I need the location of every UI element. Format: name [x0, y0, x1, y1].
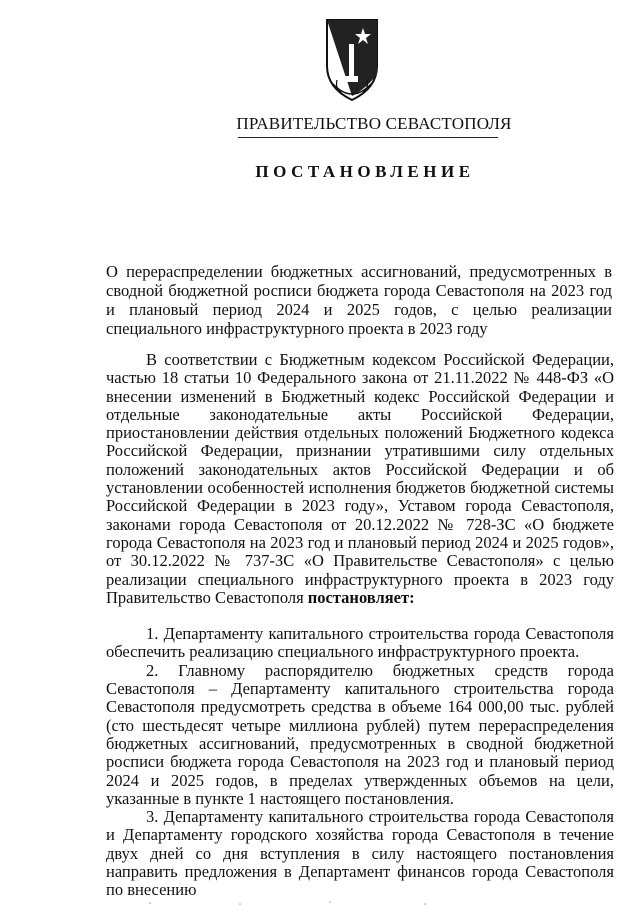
title-underline	[238, 137, 498, 138]
item-3: 3. Департаменту капитального строительства города Севастополя и Департаменту городского хозяйства города Севастополя в течение двух дней со дня вступления в силу настоящего постановления направить предложения в Департамент финансов города Севастополя по внесению	[106, 807, 614, 900]
item-2: 2. Главному распорядителю бюджетных средств города Севастополя – Департаменту капитального строительства города Севастополя предусмотреть средства в объеме 164 000,00 тыс. рублей (сто шестьдесят четыре миллиона рублей) путем перераспределения бюджетных ассигнований, предусмотренных в сводной бюджетной росписи бюджета города Севастополя на 2023 год и плановый период 2024 и 2025 годов, в пределах утвержденных объемов на цели, указанные в пункте 1 настоящего постановления.	[106, 660, 614, 808]
document-type-heading: ПОСТАНОВЛЕНИЕ	[255, 162, 475, 181]
scan-noise-marks	[120, 898, 520, 908]
government-name: ПРАВИТЕЛЬСТВО СЕВАСТОПОЛЯ	[236, 114, 512, 133]
item-1: 1. Департаменту капитального строительства города Севастополя обеспечить реализацию специального инфраструктурного проекта.	[106, 624, 614, 662]
preamble-text: В соответствии с Бюджетным кодексом Российской Федерации, частью 18 статьи 10 Федерального закона от 21.11.2022 № 448-ФЗ «О внесении изменений в Бюджетный кодекс Российской Федерации и отдельные законодательные акты Российской Федерации, приостановлении действия отдельных положений Бюджетного кодекса Российской Федерации, признании утратившими силу отдельных положений законодательных актов Российской Федерации и об установлении особенностей исполнения бюджетов бюджетной системы Российской Федерации в 2023 году», Уставом города Севастополя, законами города Севастополя от 20.12.2022 № 728-ЗС «О бюджете города Севастополя на 2023 год и плановый период 2024 и 2025 годов», от 30.12.2022 № 737-ЗС «О Правительстве Севастополя» с целью реализации специального инфраструктурного проекта в 2023 году Правительство Севастополя	[106, 350, 614, 607]
preamble-paragraph	[106, 351, 614, 607]
document-subject: О перераспределении бюджетных ассигнований, предусмотренных в сводной бюджетной росписи бюджета города Севастополя на 2023 год и плановый период 2024 и 2025 годов, с целью реализации специального инфраструктурного проекта в 2023 году	[106, 262, 612, 338]
document-body	[106, 351, 614, 900]
decree-word: постановляет:	[307, 587, 415, 607]
paragraph-gap	[106, 607, 614, 625]
sevastopol-coat-of-arms-icon	[323, 14, 381, 104]
